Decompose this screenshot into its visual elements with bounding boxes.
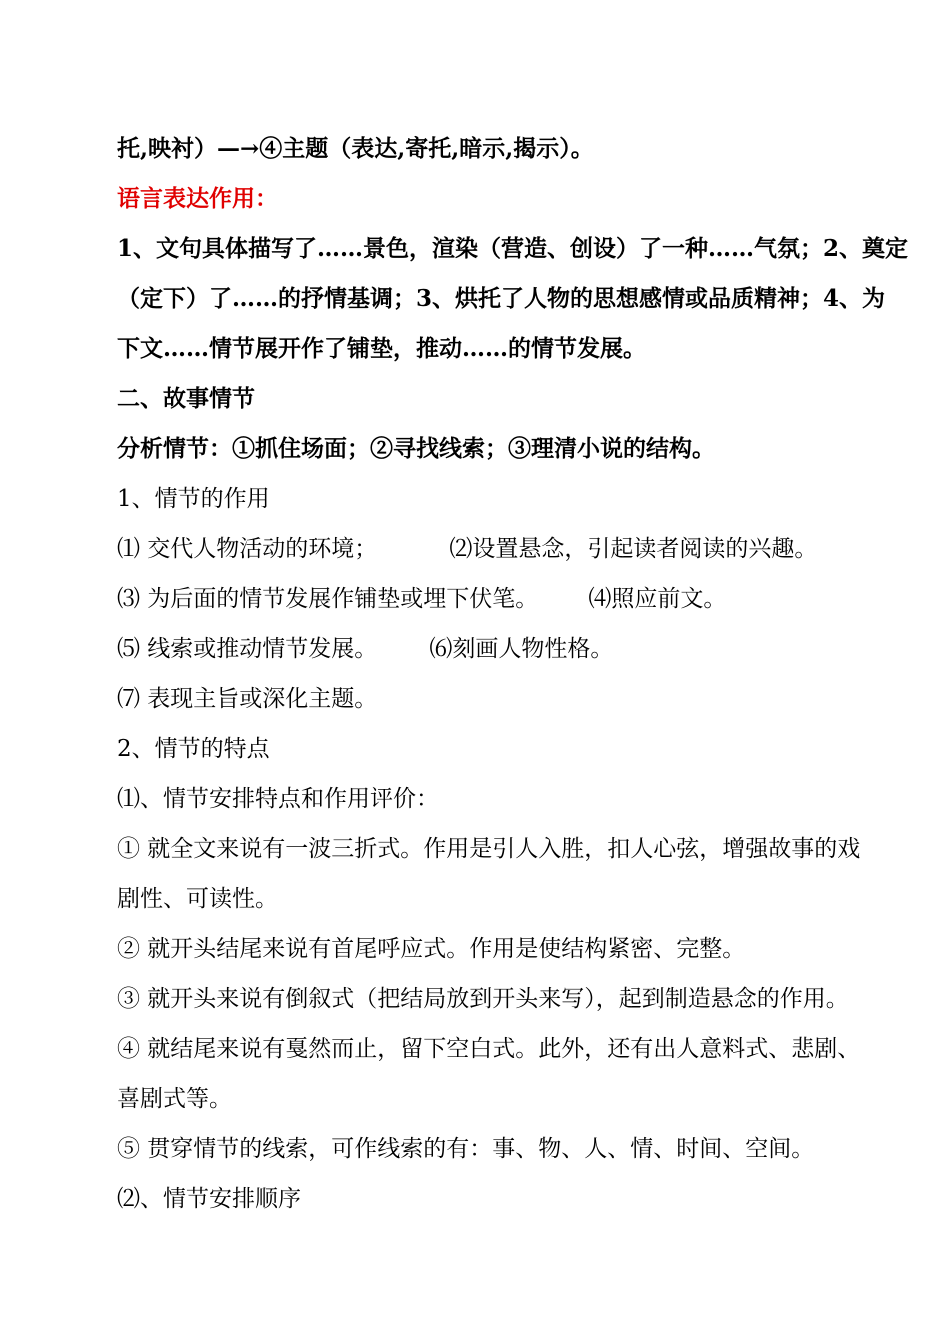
text-line: 下文……情节展开作了铺垫，推动……的情节发展。 [117,335,646,362]
text-line: ④ 就结尾来说有戛然而止，留下空白式。此外，还有出人意料式、悲剧、 [117,1036,861,1062]
text-line: 剧性、可读性。 [117,886,278,912]
list-item-text: ⑵设置悬念，引起读者阅读的兴趣。 [449,536,818,562]
subheading: ⑵、情节安排顺序 [117,1186,301,1212]
text-line: ② 就开头结尾来说有首尾呼应式。作用是使结构紧密、完整。 [117,936,746,962]
heading-language-function: 语言表达作用： [117,185,278,212]
list-item-text: ⑷照应前文。 [588,586,727,612]
list-item-text: ⑴ 交代人物活动的环境； [117,536,378,562]
text-line: 托,映衬）—→④主题（表达,寄托,暗示,揭示）。 [117,135,594,162]
subheading: 2、情节的特点 [117,736,270,762]
list-item [117,624,867,674]
section-title-plot: 二、故事情节 [117,385,255,412]
subheading: ⑴、情节安排特点和作用评价： [117,786,439,812]
subheading: 1、情节的作用 [117,486,270,512]
list-item: ⑺ 表现主旨或深化主题。 [117,686,378,712]
text-line: 1、文句具体描写了……景色，渲染（营造、创设）了一种……气氛；2、奠定 [117,235,909,262]
text-line: ① 就全文来说有一波三折式。作用是引人入胜，扣人心弦，增强故事的戏 [117,836,861,862]
document-page [117,124,909,1224]
list-item-text: ⑶ 为后面的情节发展作铺垫或埋下伏笔。 [117,586,539,612]
text-line: ⑤ 贯穿情节的线索，可作线索的有：事、物、人、情、时间、空间。 [117,1136,815,1162]
text-line: （定下）了……的抒情基调；3、烘托了人物的思想感情或品质精神；4、为 [117,285,886,312]
text-line: ③ 就开头来说有倒叙式（把结局放到开头来写），起到制造悬念的作用。 [117,986,849,1012]
list-item-text: ⑸ 线索或推动情节发展。 [117,636,378,662]
list-item [117,574,867,624]
text-line: 喜剧式等。 [117,1086,232,1112]
list-item-text: ⑹刻画人物性格。 [429,636,614,662]
text-line: 分析情节：①抓住场面；②寻找线索；③理清小说的结构。 [117,435,715,462]
list-item [117,524,867,574]
